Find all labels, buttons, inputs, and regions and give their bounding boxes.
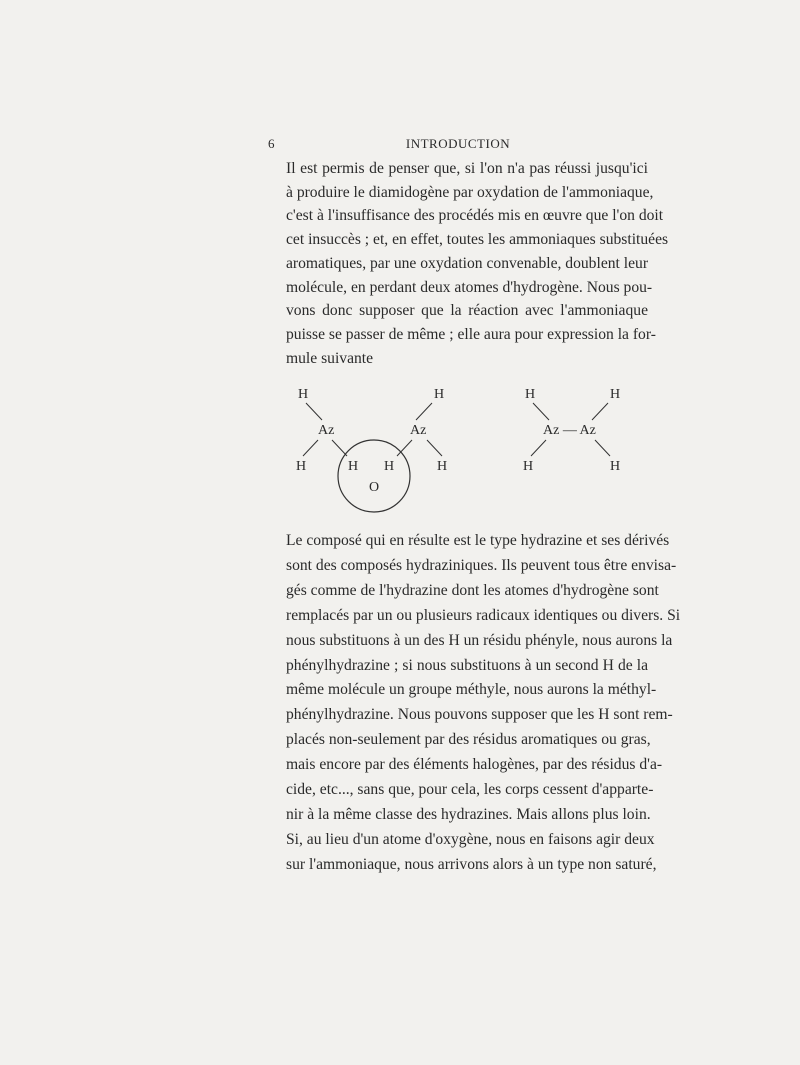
bond-line bbox=[303, 440, 318, 456]
formula-diagram bbox=[270, 378, 650, 518]
paragraph-1 bbox=[272, 157, 669, 370]
text-line: Si, au lieu d'un atome d'oxygène, nous en faisons agir deux bbox=[286, 830, 655, 848]
formula-h-bottom-right-2: H bbox=[610, 459, 621, 474]
text-line: gés comme de l'hydrazine dont les atomes d'hydrogène sont bbox=[286, 581, 659, 599]
text-line: Le composé qui en résulte est le type hydrazine et ses dérivés bbox=[286, 532, 670, 549]
text-line: vons donc supposer que la réaction avec l'ammoniaque bbox=[286, 302, 648, 320]
text-line: phénylhydrazine ; si nous substituons à un second H de la bbox=[286, 656, 648, 674]
text-line: sur l'ammoniaque, nous arrivons alors à un type non saturé, bbox=[286, 855, 657, 873]
text-line: nir à la même classe des hydrazines. Mais allons plus loin. bbox=[286, 805, 651, 823]
bond-line bbox=[332, 440, 347, 456]
formula-oxygen: O bbox=[369, 480, 380, 495]
bond-line bbox=[427, 440, 442, 456]
bond-line bbox=[397, 440, 412, 456]
text-line: mule suivante bbox=[286, 349, 374, 367]
formula-h-top-right: H bbox=[434, 387, 445, 402]
page-number: 6 bbox=[268, 136, 275, 151]
bond-line bbox=[306, 403, 322, 420]
bond-line bbox=[595, 440, 610, 456]
text-line: Il est permis de penser que, si l'on n'a pas réussi jusqu'ici bbox=[286, 160, 648, 177]
text-line: à produire le diamidogène par oxydation de l'ammoniaque, bbox=[286, 183, 654, 201]
text-line: c'est à l'insuffisance des procédés mis en œuvre que l'on doit bbox=[286, 207, 664, 225]
oxygen-circle bbox=[338, 440, 410, 512]
bond-line bbox=[533, 403, 549, 420]
text-line: cet insuccès ; et, en effet, toutes les ammoniaques substituées bbox=[286, 231, 669, 249]
formula-h-bottom-right: H bbox=[437, 459, 448, 474]
text-line: puisse se passer de même ; elle aura pour expression la for- bbox=[286, 325, 656, 343]
running-head: INTRODUCTION bbox=[405, 136, 511, 151]
text-line: phénylhydrazine. Nous pouvons supposer que les H sont rem- bbox=[286, 706, 673, 724]
text-line: remplacés par un ou plusieurs radicaux identiques ou divers. Si bbox=[286, 606, 681, 624]
formula-az-bond: Az — Az bbox=[543, 423, 596, 438]
bond-line bbox=[531, 440, 546, 456]
text-line: placés non-seulement par des résidus aromatiques ou gras, bbox=[286, 731, 651, 749]
formula-h-top-right-2: H bbox=[610, 387, 621, 402]
formula-az-left: Az bbox=[318, 423, 335, 438]
text-line: même molécule un groupe méthyle, nous aurons la méthyl- bbox=[286, 681, 657, 699]
text-line: aromatiques, par une oxydation convenable, doublent leur bbox=[286, 254, 649, 272]
text-line: cide, etc..., sans que, pour cela, les corps cessent d'apparte- bbox=[286, 781, 654, 799]
formula-h-inner-right: H bbox=[384, 459, 395, 474]
bond-line bbox=[416, 403, 432, 420]
formula-az-right: Az bbox=[410, 423, 427, 438]
paragraph-2 bbox=[272, 529, 681, 878]
text-line: nous substituons à un des H un résidu phényle, nous aurons la bbox=[286, 631, 673, 649]
chemical-formula bbox=[270, 378, 650, 518]
formula-h-top-left: H bbox=[298, 387, 309, 402]
formula-h-inner-left: H bbox=[348, 459, 359, 474]
formula-h-bottom-left-2: H bbox=[523, 459, 534, 474]
text-line: sont des composés hydraziniques. Ils peuvent tous être envisa- bbox=[286, 556, 677, 574]
formula-h-top-left-2: H bbox=[525, 387, 536, 402]
page-header bbox=[268, 136, 648, 156]
formula-h-bottom-left: H bbox=[296, 459, 307, 474]
text-line: mais encore par des éléments halogènes, par des résidus d'a- bbox=[286, 756, 663, 774]
text-line: molécule, en perdant deux atomes d'hydrogène. Nous pou- bbox=[286, 278, 653, 296]
bond-line bbox=[592, 403, 608, 420]
